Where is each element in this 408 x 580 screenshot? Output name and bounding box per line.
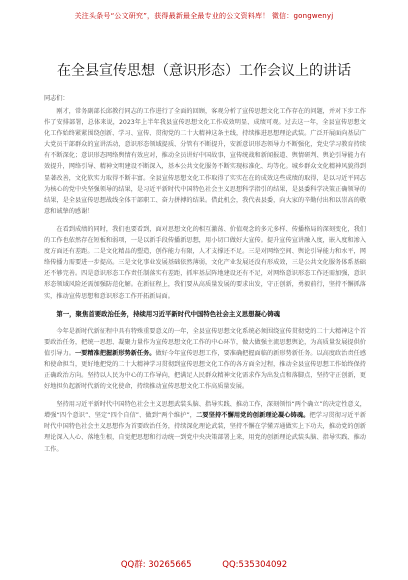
emphasis-text: 二要坚持不懈用党的创新理论凝心铸魂。 [196, 412, 310, 420]
paragraph-section1-b [44, 399, 366, 454]
paragraph-text: 坚持用习近平新时代中国特色社会主义思想武装头脑、指导实践、推动工作，深刻领悟“两个确立”的决定性意义，增强“四个意识”、坚定“四个自信”、做到“两个维护”， [44, 401, 366, 420]
paragraph-achievements: 刚才，常务副部长邱教行同志的工作进行了全面的回顾，客观分析了宣传思想文化工作存在的问题，并对下步工作作了安排部署，总体来说，2023年上半年我县宣传思想文化工作成效明显、成绩可观。过去这一年，全县宣传思想文化工作始终紧紧围绕创新、学习、宣传、贯彻党的二十大精神这条主线，持续推进思想理论武装。广泛开展面向基层广大党员干部群众的宣讲活动，意识形态领域提质、分管有不断提升，安新意识形态领导力不断强化，党史学习教育持续有不断深化；意识形态网络舆情有效应对，推动全员讲好中国故事，宣传统战和新闻报道、舆情研判、舆论引导能力有效提升，网络引导、精神文明建设不断深入，基本公共文化服务不断实现标准化、均等化。城乡群众文化精神风貌得到显著改善，文化软实力取得不断丰富。全县宣传思想文化工作取得了实实在在的成效这些成绩的取得，是以习近平同志为核心的党中央坚强领导的结果，是习近平新时代中国特色社会主义思想科学指引的结果，是县委科学决策正确领导的结果，是全县宣传思想战线全体干部职工、奋力拼搏的结果。借此机会，我代表县委，向大家的辛勤付出和以崇高的敬意和诚挚的感谢！ [44, 108, 366, 215]
paragraph-text: 把学习贯彻习近平新时代中国特色社会主义思想作为首要政治任务，持续深化理论武装，坚持不懈在学懂弄通做实上下功夫，推动党的创新理论深入人心、落地生根，自觉把思想和行动统一到党中央决策部署上来，用党的创新理论武装头脑、指导实践、推动工作。 [44, 412, 367, 453]
paragraph-problems: 在看到成绩的同时，我们也要看到，面对思想文化的相互激荡、价值观念的多元多样、传播格局的深刻变化，我们的工作也依然存在短板和弱项，一是以新手段传播新思想，用小切口做好大宣传。提升宣传宣讲融入度，嵌入度和渗入度方面还有差距。二是文化精品的塑造，创作能力有限，人才支撑还不足。三是对网络空间、舆论引导能力和水平，网络传播力需要进一步提高。三是文化事业发展基础依然薄弱，文化产业发展还没有形成效，三是公共文化服务体系基础还不够完善。四是意识形态工作责任制落实有差距，抓牢基层阵地建设还有不足，对网络意识形态工作还需加强，意识形态领域风险还需加强防范化解。在新征程上，我们要从高质量发展的要求出发，守正创新，勇毅前行，坚持不懈抓落实，推动宣传思想和意识形态工作开拓新局面。 [44, 225, 366, 300]
emphasis-text: 一要精准把握新形势新任务。 [74, 349, 156, 357]
paragraph-text: 做好今年宣传思想工作，要准确把握面临的新形势新任务。以高度政治责任感和使命担当，更好地把党的二十大精神学习贯彻到宣传思想文化工作的各方面全过程，推动全县宣传思想工作始终保持正确政治方向。坚持以人民为中心的工作导向，把满足人民群众精神文化需求作为出发点和落脚点，坚持守正创新，更好地担负起新时代新的文化使命，持续推动宣传思想文化工作高质量发展。 [44, 349, 367, 391]
section-heading-1: 第一，聚焦首要政治任务，持续用习近平新时代中国特色社会主义思想凝心铸魂 [56, 309, 281, 318]
document-body [44, 106, 366, 462]
paragraph-section1-a [44, 326, 366, 393]
greeting: 同志们： [44, 95, 69, 102]
top-promo-banner: 关注头条号“公文研究”，获得最新最全最专业的公文资料库！ 微信：gongwenyj [74, 12, 334, 20]
qq-contact-label: QQ:535304092 [222, 560, 288, 570]
document-title: 在全县宣传思想（意识形态）工作会议上的讲话 [57, 63, 351, 79]
bottom-contact-banner [0, 558, 408, 572]
paragraph-text: 今年是新时代新征程中具有特殊重要意义的一年，全县宣传思想文化系统必须围绕宣传贯彻党的二十大精神这个首要政治任务，把统一思想、凝聚力量作为宣传思想文化工作的中心环节，做大做强主流思想舆论，为高质量发展提供价值引导力。 [44, 327, 366, 357]
qq-group-label: QQ群: 30265665 [120, 560, 192, 570]
